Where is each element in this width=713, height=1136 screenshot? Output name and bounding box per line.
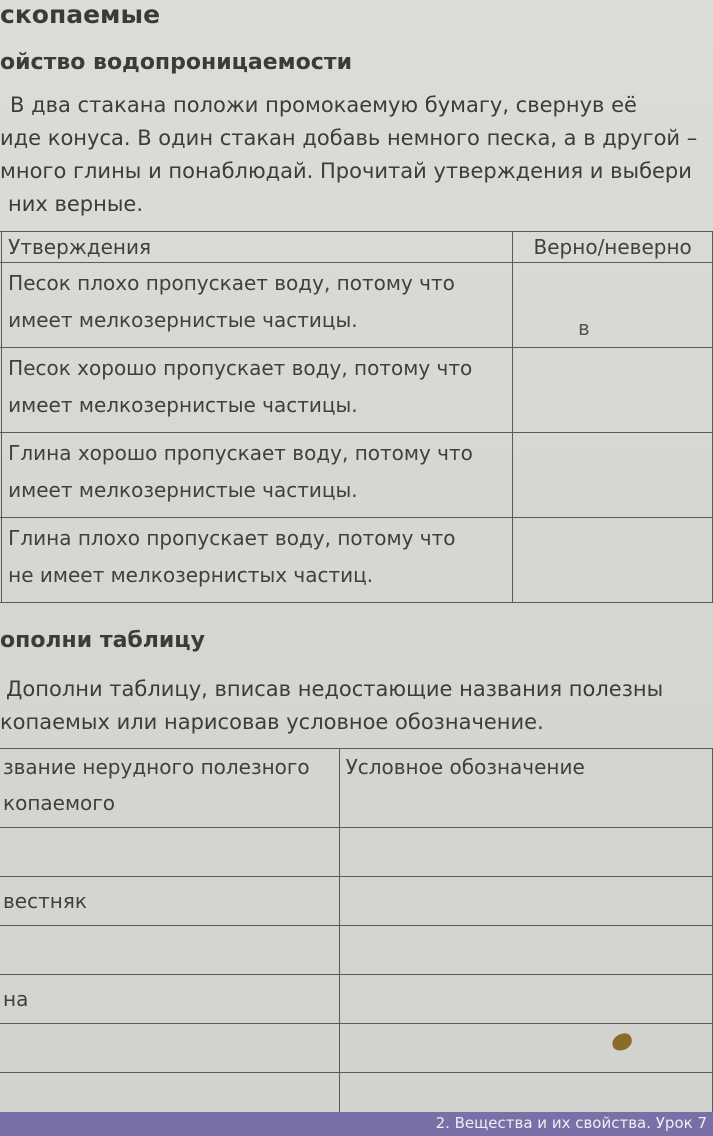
task1-line-4: них верные. (8, 192, 144, 216)
symbol-cell[interactable] (339, 926, 712, 975)
mineral-name-header (0, 749, 339, 828)
symbol-cell[interactable] (339, 877, 712, 926)
statements-table (0, 231, 713, 603)
statement-line: Глина хорошо пропускает воду, потому что (8, 441, 473, 465)
statement-line: Песок хорошо пропускает воду, потому что (8, 356, 473, 380)
statement-cell (2, 433, 513, 518)
table-row (0, 348, 713, 433)
task1-line-3: много глины и понаблюдай. Прочитай утверждения и выбери (0, 159, 692, 183)
symbol-cell[interactable] (339, 975, 712, 1024)
answer-cell[interactable] (513, 348, 713, 433)
task2-line-1: Дополни таблицу, вписав недостающие названия полезны (6, 677, 664, 701)
mineral-name-cell[interactable]: вестняк (0, 877, 339, 926)
mineral-name-cell[interactable] (0, 926, 339, 975)
table-row (0, 975, 713, 1024)
table-header-row (0, 749, 713, 828)
statement-line: Глина плохо пропускает воду, потому что (8, 526, 456, 550)
minerals-table (0, 748, 713, 1122)
statement-line: имеет мелкозернистые частицы. (8, 478, 358, 502)
answer-cell[interactable] (513, 433, 713, 518)
answer-cell[interactable] (513, 518, 713, 603)
statement-cell (2, 518, 513, 603)
handwritten-mark: в (578, 316, 590, 340)
statement-line: имеет мелкозернистые частицы. (8, 393, 358, 417)
statement-line: не имеет мелкозернистых частиц. (8, 563, 374, 587)
statement-cell (2, 263, 513, 348)
task1-line-1: В два стакана положи промокаемую бумагу, свернув её (10, 93, 637, 117)
table-header-row (0, 232, 713, 263)
table-row (0, 926, 713, 975)
mineral-name-cell[interactable] (0, 1024, 339, 1073)
statement-line: Песок плохо пропускает воду, потому что (8, 271, 455, 295)
answer-header: Верно/неверно (513, 232, 713, 263)
statement-cell (2, 348, 513, 433)
statements-header: Утверждения (2, 232, 513, 263)
section-title-complete-table: ополни таблицу (0, 628, 205, 653)
table-row (0, 433, 713, 518)
symbol-cell[interactable] (339, 1024, 712, 1073)
table-row (0, 518, 713, 603)
statement-line: имеет мелкозернистые частицы. (8, 308, 358, 332)
header-line: копаемого (3, 791, 116, 815)
mineral-name-cell[interactable]: на (0, 975, 339, 1024)
section-title-permeability: ойство водопроницаемости (0, 50, 352, 75)
task2-instructions (0, 673, 712, 739)
task1-instructions (0, 89, 712, 221)
table-row (0, 877, 713, 926)
table-row (0, 1024, 713, 1073)
symbol-cell[interactable] (339, 828, 712, 877)
table-row (0, 263, 713, 348)
answer-cell[interactable] (513, 263, 713, 348)
page-heading: скопаемые (0, 0, 161, 29)
mineral-name-cell[interactable] (0, 828, 339, 877)
task2-line-2: копаемых или нарисовав условное обозначение. (0, 710, 544, 734)
footer-lesson-label: 2. Вещества и их свойства. Урок 7 (435, 1114, 707, 1132)
task1-line-2: иде конуса. В один стакан добавь немного песка, а в другой – (0, 126, 698, 150)
symbol-header: Условное обозначение (339, 749, 712, 828)
table-row (0, 828, 713, 877)
header-line: звание нерудного полезного (3, 755, 310, 779)
